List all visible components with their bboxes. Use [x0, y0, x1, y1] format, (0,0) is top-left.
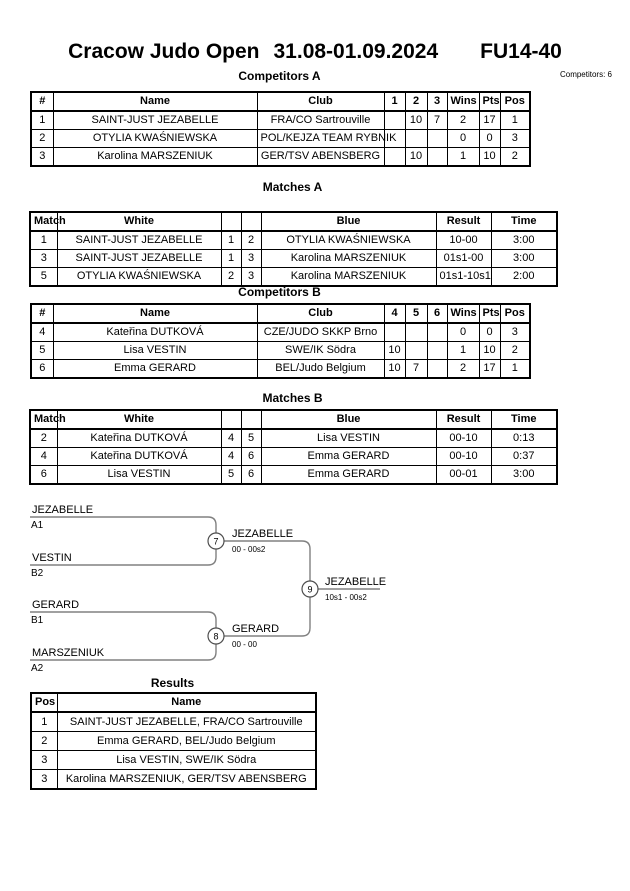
pool-b-title: Competitors B: [238, 285, 321, 299]
competitor-num: 6: [31, 360, 53, 379]
matches-a-table: [29, 211, 558, 287]
bracket-winner-name: JEZABELLE: [325, 576, 387, 588]
results-table: [30, 692, 317, 790]
competitor-name: Karolina MARSZENIUK: [53, 148, 257, 167]
match-number: 5: [30, 268, 57, 287]
bracket-slot-seed: B2: [31, 568, 44, 579]
competitor-name: Emma GERARD: [53, 360, 257, 379]
pts-cell: 10: [479, 148, 500, 167]
col-header-white: White: [57, 212, 221, 231]
pool-a-title: Competitors A: [238, 69, 321, 83]
competitor-name: OTYLIA KWAŚNIEWSKA: [53, 130, 257, 148]
bracket-line: [30, 612, 216, 628]
col-header-blue: Blue: [261, 212, 436, 231]
bracket-match-score: 00 - 00: [232, 640, 257, 649]
match-node-number: 8: [213, 631, 219, 642]
match-time: 2:00: [491, 268, 557, 287]
col-header-blue: Blue: [261, 410, 436, 429]
table-row: [31, 732, 316, 751]
bracket-match-score: 00 - 00s2: [232, 545, 266, 554]
score-cell: [384, 148, 405, 167]
match-number: 1: [30, 231, 57, 250]
match-number: 2: [30, 429, 57, 448]
col-header-num: #: [31, 92, 53, 111]
pos-cell: 3: [500, 130, 530, 148]
match-number: 3: [30, 250, 57, 268]
score-cell: [405, 130, 427, 148]
table-row: [31, 111, 530, 130]
white-name: SAINT-JUST JEZABELLE: [57, 250, 221, 268]
score-cell: 10: [405, 148, 427, 167]
col-header-result: Result: [436, 212, 491, 231]
blue-seed: 3: [241, 250, 261, 268]
match-time: 3:00: [491, 250, 557, 268]
table-row: [31, 323, 530, 342]
result-pos: 1: [31, 712, 57, 732]
white-seed: 1: [221, 250, 241, 268]
col-header-num: #: [31, 304, 53, 323]
competitor-name: Kateřina DUTKOVÁ: [53, 323, 257, 342]
bracket-slot-name: MARSZENIUK: [32, 647, 105, 659]
table-row: [31, 130, 530, 148]
table-row: [31, 751, 316, 770]
col-header-wins: Wins: [447, 304, 479, 323]
bracket-slot-name: GERARD: [32, 599, 80, 611]
blue-name: Lisa VESTIN: [261, 429, 436, 448]
col-header-name: Name: [53, 304, 257, 323]
match-node-number: 9: [307, 584, 313, 595]
col-header-spacer: [221, 410, 241, 429]
col-header-match: Match: [30, 212, 57, 231]
col-header-club: Club: [257, 92, 384, 111]
blue-name: OTYLIA KWAŚNIEWSKA: [261, 231, 436, 250]
table-row: [30, 429, 557, 448]
table-row: [31, 712, 316, 732]
competitor-num: 2: [31, 130, 53, 148]
table-row: [30, 231, 557, 250]
col-header-white: White: [57, 410, 221, 429]
score-cell: [427, 148, 447, 167]
match-result: 00-10: [436, 429, 491, 448]
competitor-num: 5: [31, 342, 53, 360]
wins-cell: 1: [447, 342, 479, 360]
pts-cell: 17: [479, 360, 500, 379]
match-number: 6: [30, 466, 57, 485]
blue-seed: 2: [241, 231, 261, 250]
pos-cell: 1: [500, 360, 530, 379]
pts-cell: 0: [479, 323, 500, 342]
table-row: [30, 466, 557, 485]
table-row: [30, 448, 557, 466]
match-result: 00-10: [436, 448, 491, 466]
white-name: SAINT-JUST JEZABELLE: [57, 231, 221, 250]
col-header-spacer: [221, 212, 241, 231]
bracket-slot-seed: A1: [31, 520, 44, 531]
result-pos: 3: [31, 751, 57, 770]
result-pos: 3: [31, 770, 57, 790]
bracket-winner-name: GERARD: [232, 623, 280, 635]
pos-cell: 2: [500, 342, 530, 360]
match-time: 0:37: [491, 448, 557, 466]
white-seed: 2: [221, 268, 241, 287]
table-header-row: [30, 212, 557, 231]
col-header-g1: 4: [384, 304, 405, 323]
score-cell: 10: [384, 342, 405, 360]
score-cell: [384, 111, 405, 130]
col-header-pos: Pos: [500, 304, 530, 323]
blue-seed: 6: [241, 448, 261, 466]
result-name: Karolina MARSZENIUK, GER/TSV ABENSBERG: [57, 770, 316, 790]
white-seed: 5: [221, 466, 241, 485]
col-header-name: Name: [57, 693, 316, 712]
score-cell: 7: [405, 360, 427, 379]
bracket-winner-name: JEZABELLE: [232, 528, 294, 540]
white-seed: 4: [221, 448, 241, 466]
col-header-time: Time: [491, 212, 557, 231]
col-header-pts: Pts: [479, 304, 500, 323]
result-pos: 2: [31, 732, 57, 751]
competitor-club: SWE/IK Södra: [257, 342, 384, 360]
match-result: 01s1-00: [436, 250, 491, 268]
pts-cell: 17: [479, 111, 500, 130]
col-header-spacer: [241, 410, 261, 429]
matches-b-title: Matches B: [262, 391, 323, 405]
col-header-wins: Wins: [447, 92, 479, 111]
score-cell: [427, 323, 447, 342]
event-name: Cracow Judo Open: [68, 40, 260, 63]
wins-cell: 0: [447, 323, 479, 342]
table-row: [31, 148, 530, 167]
col-header-pos: Pos: [500, 92, 530, 111]
wins-cell: 1: [447, 148, 479, 167]
competitor-num: 1: [31, 111, 53, 130]
col-header-match: Match: [30, 410, 57, 429]
bracket-slot-name: VESTIN: [32, 552, 72, 564]
score-cell: [384, 323, 405, 342]
competitor-club: GER/TSV ABENSBERG: [257, 148, 384, 167]
pool-a-table: [30, 91, 531, 167]
col-header-club: Club: [257, 304, 384, 323]
table-row: [30, 250, 557, 268]
bracket-line: [30, 517, 216, 533]
wins-cell: 2: [447, 360, 479, 379]
competitor-club: POL/KEJZA TEAM RYBNIK: [257, 130, 384, 148]
competitor-club: BEL/Judo Belgium: [257, 360, 384, 379]
match-time: 3:00: [491, 231, 557, 250]
white-name: Kateřina DUTKOVÁ: [57, 448, 221, 466]
col-header-name: Name: [53, 92, 257, 111]
match-node-number: 7: [213, 536, 219, 547]
white-seed: 1: [221, 231, 241, 250]
result-name: Emma GERARD, BEL/Judo Belgium: [57, 732, 316, 751]
col-header-time: Time: [491, 410, 557, 429]
competitor-name: SAINT-JUST JEZABELLE: [53, 111, 257, 130]
results-title: Results: [150, 676, 195, 690]
blue-seed: 6: [241, 466, 261, 485]
wins-cell: 2: [447, 111, 479, 130]
final-bracket: [0, 495, 630, 685]
competitor-club: CZE/JUDO SKKP Brno: [257, 323, 384, 342]
white-seed: 4: [221, 429, 241, 448]
competitor-num: 3: [31, 148, 53, 167]
col-header-g1: 1: [384, 92, 405, 111]
pos-cell: 3: [500, 323, 530, 342]
col-header-pts: Pts: [479, 92, 500, 111]
blue-name: Emma GERARD: [261, 448, 436, 466]
blue-name: Emma GERARD: [261, 466, 436, 485]
table-header-row: [31, 92, 530, 111]
event-dates: 31.08-01.09.2024: [273, 40, 439, 63]
col-header-g2: 2: [405, 92, 427, 111]
match-time: 0:13: [491, 429, 557, 448]
pts-cell: 0: [479, 130, 500, 148]
table-row: [31, 360, 530, 379]
match-result: 00-01: [436, 466, 491, 485]
competitor-name: Lisa VESTIN: [53, 342, 257, 360]
col-header-result: Result: [436, 410, 491, 429]
table-row: [31, 770, 316, 790]
match-number: 4: [30, 448, 57, 466]
table-header-row: [31, 304, 530, 323]
blue-seed: 5: [241, 429, 261, 448]
wins-cell: 0: [447, 130, 479, 148]
table-header-row: [31, 693, 316, 712]
matches-b-table: [29, 409, 558, 485]
match-result: 01s1-10s1: [436, 268, 491, 287]
table-row: [31, 342, 530, 360]
pos-cell: 2: [500, 148, 530, 167]
bracket-slot-seed: A2: [31, 663, 44, 674]
col-header-g3: 6: [427, 304, 447, 323]
page-title: [0, 40, 630, 64]
blue-seed: 3: [241, 268, 261, 287]
result-name: SAINT-JUST JEZABELLE, FRA/CO Sartrouville: [57, 712, 316, 732]
score-cell: [405, 323, 427, 342]
matches-a-title: Matches A: [262, 180, 323, 194]
blue-name: Karolina MARSZENIUK: [261, 250, 436, 268]
pos-cell: 1: [500, 111, 530, 130]
match-time: 3:00: [491, 466, 557, 485]
pts-cell: 10: [479, 342, 500, 360]
col-header-g2: 5: [405, 304, 427, 323]
col-header-spacer: [241, 212, 261, 231]
bracket-match-score: 10s1 - 00s2: [325, 593, 367, 602]
score-cell: [427, 360, 447, 379]
pool-b-table: [30, 303, 531, 379]
result-name: Lisa VESTIN, SWE/IK Södra: [57, 751, 316, 770]
col-header-g3: 3: [427, 92, 447, 111]
competitors-count: Competitors: 6: [559, 70, 612, 79]
white-name: Kateřina DUTKOVÁ: [57, 429, 221, 448]
white-name: OTYLIA KWAŚNIEWSKA: [57, 268, 221, 287]
bracket-slot-name: JEZABELLE: [32, 504, 94, 516]
score-cell: [427, 130, 447, 148]
match-result: 10-00: [436, 231, 491, 250]
score-cell: [427, 342, 447, 360]
score-cell: [405, 342, 427, 360]
score-cell: 10: [384, 360, 405, 379]
col-header-pos: Pos: [31, 693, 57, 712]
bracket-slot-seed: B1: [31, 615, 44, 626]
white-name: Lisa VESTIN: [57, 466, 221, 485]
competitor-club: FRA/CO Sartrouville: [257, 111, 384, 130]
competitor-num: 4: [31, 323, 53, 342]
table-header-row: [30, 410, 557, 429]
score-cell: 7: [427, 111, 447, 130]
table-row: [30, 268, 557, 287]
score-cell: 10: [405, 111, 427, 130]
weight-category: FU14-40: [480, 40, 562, 63]
blue-name: Karolina MARSZENIUK: [261, 268, 436, 287]
